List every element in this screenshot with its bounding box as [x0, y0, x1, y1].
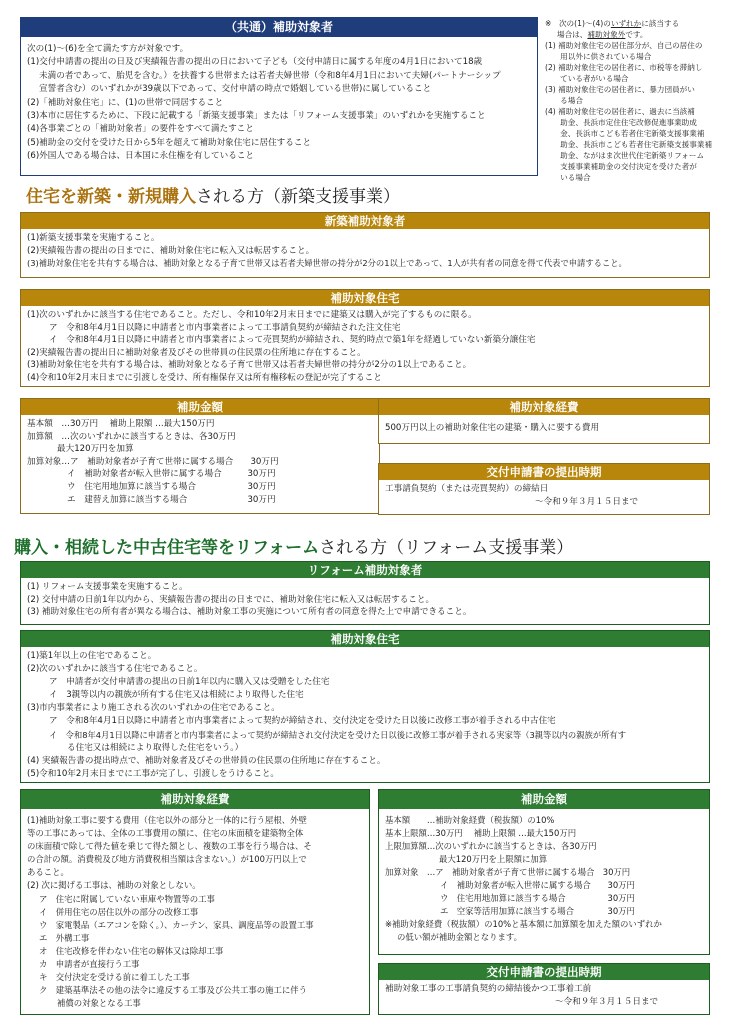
reform-house-line: イ 令和8年4月1日以降に申請者と市内事業者によって契約が締結され交付決定を受けた日以後に改修工事が着手される実家等（3親等以内の親族が所有す [49, 729, 627, 740]
reform-cost-line: の合計の額。消費税及び地方消費税相当額は含まない。）が100万円以上で [27, 854, 307, 865]
reform-target-person-box [20, 561, 710, 625]
shinchiku-deadline-line2: ～令和９年３月１５日まで [535, 496, 639, 507]
shinchiku-amount-line: 加算額 …次のいずれかに該当するときは、各30万円 [27, 431, 236, 442]
reform-amount-box [378, 789, 710, 955]
exclusion-line: 助金、ながはま次世代住宅新築リフォーム [545, 151, 705, 160]
common-line: (4)各事業ごとの「補助対象者」の要件をすべて満たすこと [27, 124, 254, 135]
shinchiku-target-person-box [20, 212, 710, 278]
shinchiku-amount-line: ウ 住宅用地加算に該当する場合 30万円 [67, 481, 276, 492]
exclusion-line: (3) 補助対象住宅の居住者に、暴力団員がい [545, 85, 695, 94]
shinchiku-title-strong: 住宅を新築・新規購入 [26, 187, 196, 207]
reform-house-line: (5)令和10年2月末日までに工事が完了し、引渡しをうけること。 [27, 768, 280, 779]
common-target-header: （共通）補助対象者 [21, 18, 537, 37]
shinchiku-amount-line: エ 建替え加算に該当する場合 30万円 [67, 494, 276, 505]
reform-house-line: ア 令和8年4月1日以降に申請者と市内事業者によって契約が締結され、交付決定を受けた日以後に改修工事が着手される中古住宅 [49, 716, 556, 727]
shinchiku-target-house-header: 補助対象住宅 [21, 290, 709, 306]
common-line: 未満の者であって、胎児を含む。）を扶養する世帯または若者夫婦世帯（令和8年4月1日において夫婦(パートナーシップ [39, 70, 501, 81]
reform-deadline-header: 交付申請書の提出時期 [379, 964, 709, 980]
reform-person-line: (3) 補助対象住宅の所有者が異なる場合は、補助対象工事の実施について所有者の同意を得た上で申請できること。 [27, 607, 472, 618]
reform-amount-line: イ 補助対象者が転入世帯に属する場合 30万円 [440, 880, 635, 890]
reform-cost-line: エ 外構工事 [39, 932, 90, 943]
shinchiku-house-line: (2)実績報告書の提出日に補助対象者及びその世帯員の住民票の住所地に存在すること。 [27, 347, 366, 358]
reform-house-line: (3)市内事業者により施工される次のいずれかの住宅であること。 [27, 703, 280, 714]
reform-house-line: (2)次のいずれかに該当する住宅であること。 [27, 664, 203, 675]
exclusion-line: る場合 [545, 96, 583, 105]
reform-title-rest: される方（リフォーム支援事業） [319, 538, 574, 558]
reform-amount-header: 補助金額 [379, 790, 709, 809]
exclusion-line: 助金、長浜市定住住宅改修促進事業助成 [545, 118, 697, 127]
shinchiku-amount-line: イ 補助対象者が転入世帯に属する場合 30万円 [67, 469, 276, 480]
shinchiku-deadline-line1: 工事請負契約（または売買契約）の締結日 [385, 484, 549, 494]
reform-cost-line: 補償の対象となる工事 [57, 998, 141, 1009]
exclusion-line: (1) 補助対象住宅の居住部分が、自己の居住の [545, 41, 703, 50]
shinchiku-amount-line: 最大120万円を加算 [57, 444, 134, 455]
reform-target-house-header: 補助対象住宅 [21, 631, 709, 647]
exclusion-line: (2) 補助対象住宅の居住者に、市税等を滞納し [545, 63, 703, 72]
reform-cost-line: オ 住宅改修を伴わない住宅の解体又は除却工事 [39, 945, 224, 956]
shinchiku-house-line: (4)令和10年2月末日までに引渡しを受け、所有権保存又は所有権移転の登記が完了すること [27, 372, 382, 383]
reform-amount-line: ウ 住宅用地加算に該当する場合 30万円 [440, 893, 635, 903]
common-line: 次の(1)～(6)を全て満たす方が対象です。 [27, 44, 189, 54]
reform-amount-line: 加算対象 …ア 補助対象者が子育て世帯に属する場合 30万円 [385, 867, 631, 877]
reform-cost-line: (2) 次に掲げる工事は、補助の対象としない。 [27, 880, 201, 891]
reform-cost-line: ク 建築基準法その他の法令に違反する工事及び公共工事の施工に伴う [39, 985, 307, 996]
exclusion-line: 用以外に供されている場合 [545, 52, 652, 61]
reform-cost-line: 等の工事にあっては、全体の工事費用の額に、住宅の床面積を建築物全体 [27, 828, 304, 839]
reform-cost-line: キ 交付決定を受ける前に着工した工事 [39, 972, 190, 983]
shinchiku-house-line: ア 令和8年4月1日以降に申請者と市内事業者によって工事請負契約が締結された注文住宅 [49, 322, 401, 333]
reform-person-line: (1) リフォーム支援事業を実施すること。 [27, 582, 188, 592]
shinchiku-amount-box [20, 398, 380, 514]
common-line: (5)補助金の交付を受けた日から5年を超えて補助対象住宅に居住すること [27, 137, 312, 148]
shinchiku-deadline-box [378, 463, 710, 515]
shinchiku-amount-line: 加算対象…ア 補助対象者が子育て世帯に属する場合 30万円 [27, 456, 279, 467]
shinchiku-cost-box [378, 398, 710, 444]
reform-cost-line: ア 住宅に附属していない車庫や物置等の工事 [39, 893, 215, 904]
reform-house-line: ア 申請者が交付申請書の提出の日前1年以内に購入又は受贈をした住宅 [49, 677, 330, 688]
reform-amount-line: エ 空家等活用加算に該当する場合 30万円 [440, 906, 635, 916]
reform-house-line: イ 3親等以内の親族が所有する住宅又は相続により取得した住宅 [49, 690, 304, 701]
common-line: 宣誓者含む）のいずれかが39歳以下であって、交付申請の時点で婚姻している世帯)に属していること [39, 84, 432, 95]
reform-amount-line: 基本上限額…30万円 補助上限額 …最大150万円 [385, 828, 577, 838]
reform-cost-line: あること。 [27, 867, 69, 878]
exclusion-note-head: です。 [625, 30, 648, 39]
reform-amount-line: の低い額が補助金額となります。 [397, 932, 522, 942]
reform-deadline-line1: 補助対象工事の工事請負契約の締結後かつ工事着工前 [385, 984, 592, 994]
reform-target-house-box [20, 630, 710, 783]
exclusion-line: 助金、長浜市こども若者住宅新築支援事業補 [545, 140, 713, 149]
exclusion-line: 金、長浜市こども若者住宅新築支援事業補 [545, 129, 705, 138]
reform-deadline-line2: ～令和９年３月１５日まで [555, 996, 659, 1007]
exclusion-line: (4) 補助対象住宅の居住者に、過去に当該補 [545, 107, 695, 116]
exclusion-line: いる場合 [545, 173, 591, 182]
reform-cost-line: カ 申請者が直接行う工事 [39, 959, 140, 970]
common-line: (6)外国人である場合は、日本国に永住権を有していること [27, 151, 255, 162]
reform-cost-header: 補助対象経費 [21, 790, 369, 809]
exclusion-note-head: に該当する [641, 19, 680, 28]
shinchiku-cost-text: 500万円以上の補助対象住宅の建築・購入に要する費用 [385, 423, 600, 433]
shinchiku-cost-header: 補助対象経費 [379, 399, 709, 415]
reform-house-line: (4) 実績報告書の提出時点で、補助対象者及びその世帯員の住民票の住所地に存在すること。 [27, 755, 386, 766]
shinchiku-target-person-header: 新築補助対象者 [21, 213, 709, 229]
shinchiku-section-title [26, 182, 400, 207]
reform-amount-line: ※補助対象経費（税抜額）の10%と基本額に加算額を加えた額のいずれか [385, 919, 662, 929]
reform-amount-line: 基本額 …補助対象経費（税抜額）の10% [385, 815, 555, 825]
shinchiku-amount-line: 基本額 …30万円 補助上限額 …最大150万円 [27, 419, 215, 429]
shinchiku-deadline-header: 交付申請書の提出時期 [379, 464, 709, 480]
shinchiku-person-line: (2)実績報告書の提出の日までに、補助対象住宅に転入又は転居すること。 [27, 245, 315, 256]
reform-section-title [14, 533, 573, 558]
reform-target-person-header: リフォーム補助対象者 [21, 562, 709, 578]
exclusion-line: ている者がいる場合 [545, 74, 629, 83]
shinchiku-house-line: (1)次のいずれかに該当する住宅であること。ただし、令和10年2月末日までに建築又は購入が完了するものに限る。 [27, 310, 477, 320]
exclusion-note-head: 場合は、 [557, 30, 588, 39]
common-line: (3)本市に居住するために、下段に記載する「新築支援事業」または「リフォーム支援事業」のいずれかを実施すること [27, 111, 486, 122]
exclusion-note [545, 18, 725, 183]
reform-amount-line: 最大120万円を上限額に加算 [439, 854, 548, 864]
reform-cost-line: イ 併用住宅の居住以外の部分の改修工事 [39, 906, 199, 917]
shinchiku-person-line: (3)補助対象住宅を共有する場合は、補助対象となる子育て世帯又は若者夫婦世帯の持分が2分の1以上であって、1人が共有者の同意を得て代表で申請すること。 [27, 258, 627, 269]
common-line: (2)「補助対象住宅」に、(1)の世帯で同居すること [27, 97, 224, 108]
common-line: (1)交付申請書の提出の日及び実績報告書の提出の日において子ども（交付申請日に属する年度の4月1日において18歳 [27, 57, 483, 68]
shinchiku-house-line: (3)補助対象住宅を共有する場合は、補助対象となる子育て世帯又は若者夫婦世帯の持分が2分の1以上であること。 [27, 360, 472, 371]
reform-amount-line: 上限加算額…次のいずれかに該当するときは、各30万円 [385, 841, 597, 851]
common-target-box [20, 17, 538, 176]
reform-cost-line: (1)補助対象工事に要する費用（住宅以外の部分と一体的に行う屋根、外壁 [27, 815, 307, 825]
exclusion-note-head: ※ 次の(1)～(4)の [545, 19, 611, 28]
reform-house-line: (1)築1年以上の住宅であること。 [27, 651, 157, 661]
reform-title-strong: 購入・相続した中古住宅等をリフォーム [14, 538, 320, 558]
shinchiku-target-house-box [20, 289, 710, 387]
shinchiku-title-rest: される方（新築支援事業） [196, 187, 400, 207]
reform-cost-box [20, 789, 370, 1015]
exclusion-line: 支援事業補助金の交付決定を受けた者が [545, 162, 697, 171]
reform-house-line: る住宅又は相続により取得した住宅をいう。） [67, 742, 244, 753]
reform-person-line: (2) 交付申請の日前1年以内から、実績報告書の提出の日までに、補助対象住宅に転入又は転居すること。 [27, 594, 435, 605]
exclusion-note-emphasis: いずれか [610, 19, 642, 28]
shinchiku-person-line: (1)新築支援事業を実施すること。 [27, 233, 160, 243]
exclusion-note-emphasis: 補助対象外 [587, 30, 626, 39]
shinchiku-amount-header: 補助金額 [21, 399, 379, 415]
reform-deadline-box [378, 963, 710, 1015]
shinchiku-house-line: イ 令和8年4月1日以降に申請者と市内事業者によって売買契約が締結され、契約時点で築1年を経過していない新築分譲住宅 [49, 335, 536, 346]
reform-cost-line: ウ 家電製品（エアコンを除く。）、カーテン、家具、調度品等の設置工事 [39, 919, 314, 930]
reform-cost-line: の床面積で除して得た値を乗じて得た額とし、複数の工事を行う場合は、そ [27, 841, 312, 852]
